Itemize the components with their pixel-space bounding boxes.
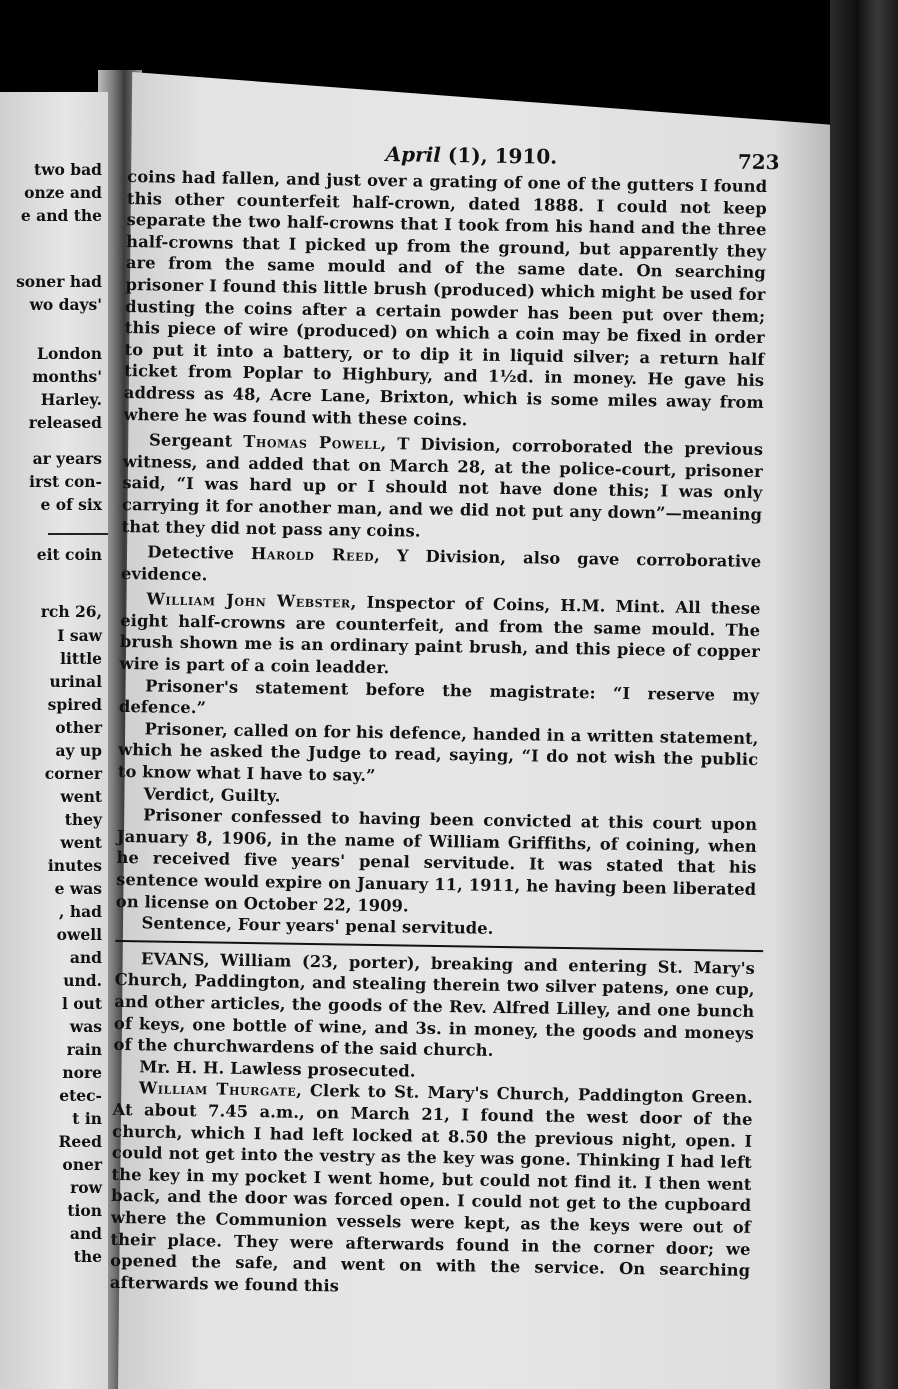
left-page-line: was — [69, 1017, 102, 1036]
webster-testimony: , Inspector of Coins, H.M. Mint. All these eight half-crowns are counterfeit, and from the same mould. The brush shown me is an ordinary paint brush, and this piece of copper wire is part of a coin leadder. — [119, 592, 761, 678]
left-page-line: rch 26, — [40, 602, 102, 621]
powell-lead: Sergeant — [148, 430, 233, 451]
left-page-line: I saw — [57, 626, 102, 645]
evans-charge: (23, porter), breaking and entering St. Mary's Church, Paddington, and stealing therein two silver patens, one cup, and other articles, the goods of the Rev. Alfred Lilley, and one bunch of keys, one bottle of wine, and 3s. in money, the goods and moneys of the churchwardens of the said church. — [113, 951, 756, 1061]
left-page-line: went — [60, 787, 102, 806]
paragraph-reed — [121, 541, 762, 594]
left-page-line: released — [28, 413, 102, 432]
left-page-line: months' — [32, 367, 102, 386]
witness-name-reed: Harold Reed — [250, 544, 375, 566]
left-page-line: oner — [62, 1155, 102, 1174]
left-page-line: other — [55, 718, 102, 737]
witness-name-powell: Thomas Powell — [243, 431, 381, 454]
left-page-line: went — [60, 833, 102, 852]
left-page-line: wo days' — [29, 295, 102, 314]
paragraph-defence: Prisoner, called on for his defence, handed in a written statement, which he asked the Judge to read, saying, “I do not wish the public to know what I have to say.” — [117, 719, 759, 785]
paragraph-sentence: Sentence, Four years' penal servitude. — [141, 913, 494, 939]
left-page-line: two bad — [34, 160, 102, 179]
left-page-line: und. — [63, 971, 102, 990]
left-page-line: the — [73, 1247, 102, 1266]
left-page-line: Harley. — [40, 390, 102, 409]
left-page-line: Reed — [58, 1132, 102, 1151]
witness-name-webster: William John Webster — [146, 589, 351, 612]
paragraph-prosecutor: Mr. H. H. Lawless prosecuted. — [139, 1057, 416, 1081]
page-number: 723 — [737, 149, 780, 175]
thurgate-testimony: , Clerk to St. Mary's Church, Paddington Green. At about 7.45 a.m., on March 21, I found the west door of the church, which I had left locked at 8.50 the previous night, open. I could not get into the vestry as the key was gone. Thinking I had left the key in my pocket I went home, but could not find it. I then went back, and the door was forced open. I could not get to the cupboard where the Communion vessels were kept, as the keys were out of their place. They were afterwards found in the corner door; we opened the safe, and went on with the service. On searching afterwards we found this — [109, 1081, 754, 1296]
running-title — [385, 142, 557, 169]
left-page-line: l out — [61, 994, 102, 1013]
left-page-line: tion — [67, 1201, 102, 1220]
left-page-line: eit coin — [36, 545, 102, 564]
left-page-rule — [48, 533, 108, 535]
left-page-line: onze and — [24, 183, 102, 202]
witness-name-thurgate: William Thurgate — [138, 1078, 297, 1101]
left-page-line: corner — [44, 764, 102, 783]
left-page-line: urinal — [49, 672, 102, 691]
paragraph-statement: Prisoner's statement before the magistrate: “I reserve my defence.” — [118, 675, 760, 718]
reed-testimony: , Y Division, also gave corroborative evidence. — [120, 546, 762, 584]
left-page-line: and — [69, 1224, 102, 1243]
paragraph-case-evans — [113, 948, 755, 1066]
paragraph-powell — [122, 429, 764, 547]
reed-lead: Detective — [147, 542, 235, 563]
left-page-line: e and the — [20, 206, 102, 225]
powell-testimony: , T Division, corroborated the previous witness, and added that on March 28, at the police-court, prisoner said, “I was hard up or I should not have done this; I was only carrying it for another man, and we did not put any down”—meaning that they did not pass any coins. — [121, 434, 764, 541]
page-text — [109, 130, 780, 1303]
left-page-line: owell — [56, 925, 102, 944]
left-page-line: irst con- — [29, 472, 102, 491]
left-page-line: e of six — [40, 495, 102, 514]
paragraph-previous-conviction: Prisoner confessed to having been convicted at this court upon January 8, 1906, in the name of William Griffiths, of coining, when he received five years' penal servitude. It was stated that his sentence would expire on January 11, 1911, he having been liberated on license on October 22, 1909. — [115, 805, 758, 916]
defendant-name-evans: EVANS, William — [140, 949, 292, 971]
paragraph-evidence-continued: coins had fallen, and just over a grating of one of the gutters I found this other counterfeit half-crown, dated 1888. I could not keep separate the two half-crowns that I took from his hand and the three half-crowns that I picked up from the ground, but apparently they are from the same mould and of the same date. On searching prisoner I found this little brush (produced) which might be used for dusting the coins after a certain powder has been put over them; this piece of wire (produced) on which a coin may be fixed in order to put it into a battery, or to dip it in liquid silver; a return half ticket from Poplar to Highbury, and 1½d. in money. He gave his address as 48, Acre Lane, Brixton, which is some miles away from where he was found with these coins. — [123, 166, 768, 429]
paragraph-thurgate — [110, 1077, 753, 1303]
left-page-line: t in — [72, 1109, 102, 1128]
left-page-line: nore — [62, 1063, 102, 1082]
left-page-line: ar years — [32, 449, 102, 468]
left-page-line: they — [64, 810, 102, 829]
left-page-line: and — [69, 948, 102, 967]
paragraph-webster — [119, 588, 760, 684]
paragraph-verdict: Verdict, Guilty. — [143, 783, 281, 806]
running-title-month: April — [385, 142, 442, 167]
left-page-line: rain — [66, 1040, 102, 1059]
left-page-line: e was — [54, 879, 102, 898]
left-page-line: soner had — [16, 272, 102, 291]
left-page-line: ay up — [55, 741, 102, 760]
left-page-line: inutes — [47, 856, 102, 875]
left-page-line: etec- — [59, 1086, 102, 1105]
book-edge — [830, 0, 898, 1389]
left-facing-page — [0, 92, 108, 1389]
left-page-line: little — [60, 649, 102, 668]
left-page-line: row — [70, 1178, 102, 1197]
left-page-line: London — [37, 344, 102, 363]
running-title-date: (1), 1910. — [447, 143, 558, 169]
left-page-line: spired — [47, 695, 102, 714]
left-page-line: , had — [59, 902, 102, 921]
